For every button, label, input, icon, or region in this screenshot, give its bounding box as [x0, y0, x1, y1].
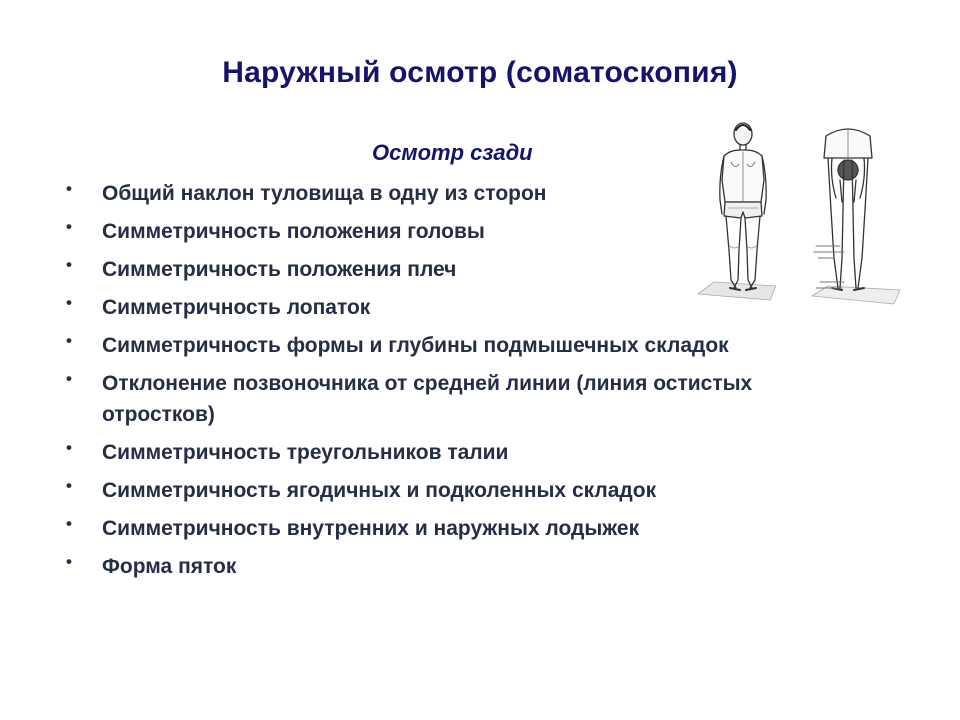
bullet-text: Форма пяток — [102, 555, 237, 578]
bullet-icon: • — [66, 255, 72, 274]
bullet-icon: • — [66, 438, 72, 457]
list-item — [66, 513, 826, 544]
bullet-text: Симметричность формы и глубины подмышечных складок — [102, 334, 729, 357]
bullet-icon: • — [66, 476, 72, 495]
bullet-icon: • — [66, 552, 72, 571]
bullet-text: Симметричность положения головы — [102, 220, 485, 243]
bullet-icon: • — [66, 293, 72, 312]
bending-figure-icon — [812, 128, 900, 304]
bullet-icon: • — [66, 179, 72, 198]
standing-figure-icon — [698, 123, 776, 300]
list-item — [66, 437, 826, 468]
bullet-text: Симметричность внутренних и наружных лодыжек — [102, 517, 640, 540]
bullet-text: Симметричность лопаток — [102, 296, 371, 319]
bullet-icon: • — [66, 514, 72, 533]
list-item — [66, 368, 826, 430]
bullet-text: Симметричность положения плеч — [102, 258, 457, 281]
caption-scribbles — [814, 246, 844, 288]
bullet-icon: • — [66, 369, 72, 388]
bullet-text: Отклонение позвоночника от средней линии (линия остистых отростков) — [102, 372, 753, 426]
slide-title: Наружный осмотр (соматоскопия) — [222, 56, 738, 89]
slide-subtitle: Осмотр сзади — [372, 140, 533, 165]
list-item — [66, 551, 826, 582]
list-item — [66, 475, 826, 506]
bullet-text: Общий наклон туловища в одну из сторон — [102, 182, 547, 205]
bullet-icon: • — [66, 331, 72, 350]
bullet-text: Симметричность треугольников талии — [102, 441, 509, 464]
bullet-text: Симметричность ягодичных и подколенных складок — [102, 479, 657, 502]
posture-figures-illustration — [694, 118, 908, 306]
list-item — [66, 330, 826, 361]
bullet-icon: • — [66, 217, 72, 236]
